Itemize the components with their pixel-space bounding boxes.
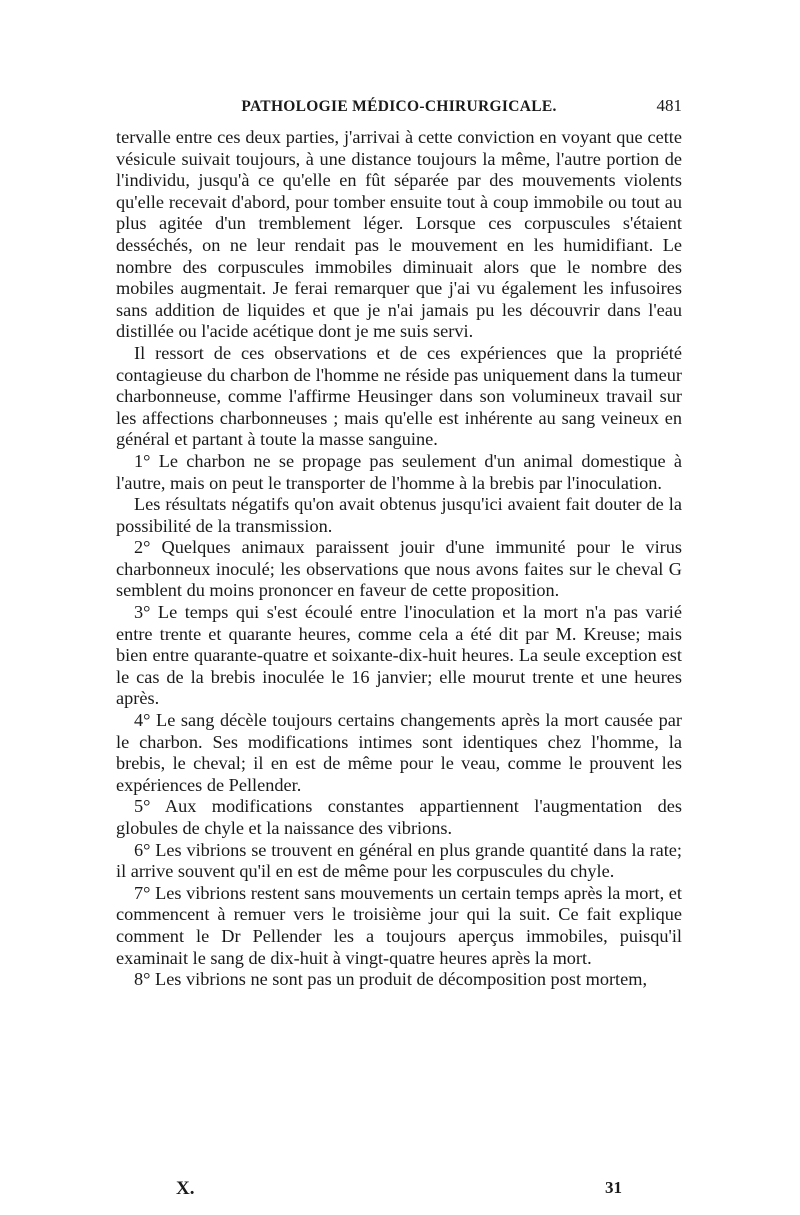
page-footer (116, 1178, 682, 1204)
paragraph-point-4: 4° Le sang décèle toujours certains changements après la mort causée par le charbon. Ses modifications intimes sont identiques chez l'homme, la brebis, le cheval; il en est de même pour le veau, comme le prouvent les expériences de Pellender. (116, 710, 682, 795)
paragraph-negative-results: Les résultats négatifs qu'on avait obtenus jusqu'ici avaient fait douter de la possibilité de la transmission. (116, 494, 682, 536)
paragraph-point-1: 1° Le charbon ne se propage pas seulement d'un animal domestique à l'autre, mais on peut le transporter de l'homme à la brebis par l'inoculation. (116, 450, 682, 493)
paragraph-point-5: 5° Aux modifications constantes appartiennent l'augmentation des globules de chyle et la naissance des vibrions. (116, 796, 682, 838)
running-title: PATHOLOGIE MÉDICO-CHIRURGICALE. (241, 98, 557, 115)
paragraph-continuation: tervalle entre ces deux parties, j'arrivai à cette conviction en voyant que cette vésicule suivait toujours, à une distance toujours la même, l'autre portion de l'individu, jusqu'à ce qu'elle en fût séparée par des mouvements violents qu'elle recevait d'abord, pour tomber ensuite tout à coup immobile ou tout au plus agitée d'un tremblement léger. Lorsque ces corpuscules s'étaient desséchés, on ne leur rendait pas le mouvement en les humidifiant. Le nombre des corpuscules immobiles diminuait alors que le nombre des mobiles augmentait. Je ferai remarquer que j'ai vu également les infusoires sans addition de liquides et que je n'ai jamais pu les découvrir dans l'eau distillée ou l'acide acétique dont je me suis servi. (116, 127, 682, 342)
paragraph-point-8: 8° Les vibrions ne sont pas un produit de décomposition post mortem, (134, 969, 648, 990)
body-text (116, 127, 682, 991)
paragraph-point-2: 2° Quelques animaux paraissent jouir d'une immunité pour le virus charbonneux inoculé; les observations que nous avons faites sur le cheval G semblent du moins prononcer en faveur de cette proposition. (116, 537, 682, 601)
signature-mark: X. (176, 1178, 195, 1199)
paragraph-point-7: 7° Les vibrions restent sans mouvements un certain temps après la mort, et commencent à remuer vers le troisième jour qui la suit. Ce fait explique comment le Dr Pellender les a toujours aperçus immobiles, puisqu'il examinait le sang de dix-huit à vingt-quatre heures après la mort. (116, 882, 682, 968)
page-header (116, 98, 682, 122)
paragraph-conclusion: Il ressort de ces observations et de ces expériences que la propriété contagieuse du charbon de l'homme ne réside pas uniquement dans la tumeur charbonneuse, comme l'affirme Heusinger dans son volumineux travail sur les affections charbonneuses ; mais qu'elle est inhérente au sang veineux en général et partant à toute la masse sanguine. (116, 342, 682, 450)
sheet-number: 31 (605, 1178, 622, 1197)
page-number: 481 (656, 96, 682, 115)
paragraph-point-6: 6° Les vibrions se trouvent en général en plus grande quantité dans la rate; il arrive souvent qu'il en est de même pour les corpuscules du chyle. (116, 839, 682, 882)
paragraph-point-3: 3° Le temps qui s'est écoulé entre l'inoculation et la mort n'a pas varié entre trente et quarante heures, comme cela a été dit par M. Kreuse; mais bien entre quarante-quatre et soixante-dix-huit heures. La seule exception est le cas de la brebis inoculée le 16 janvier; elle mourut trente et une heures après. (116, 602, 682, 709)
